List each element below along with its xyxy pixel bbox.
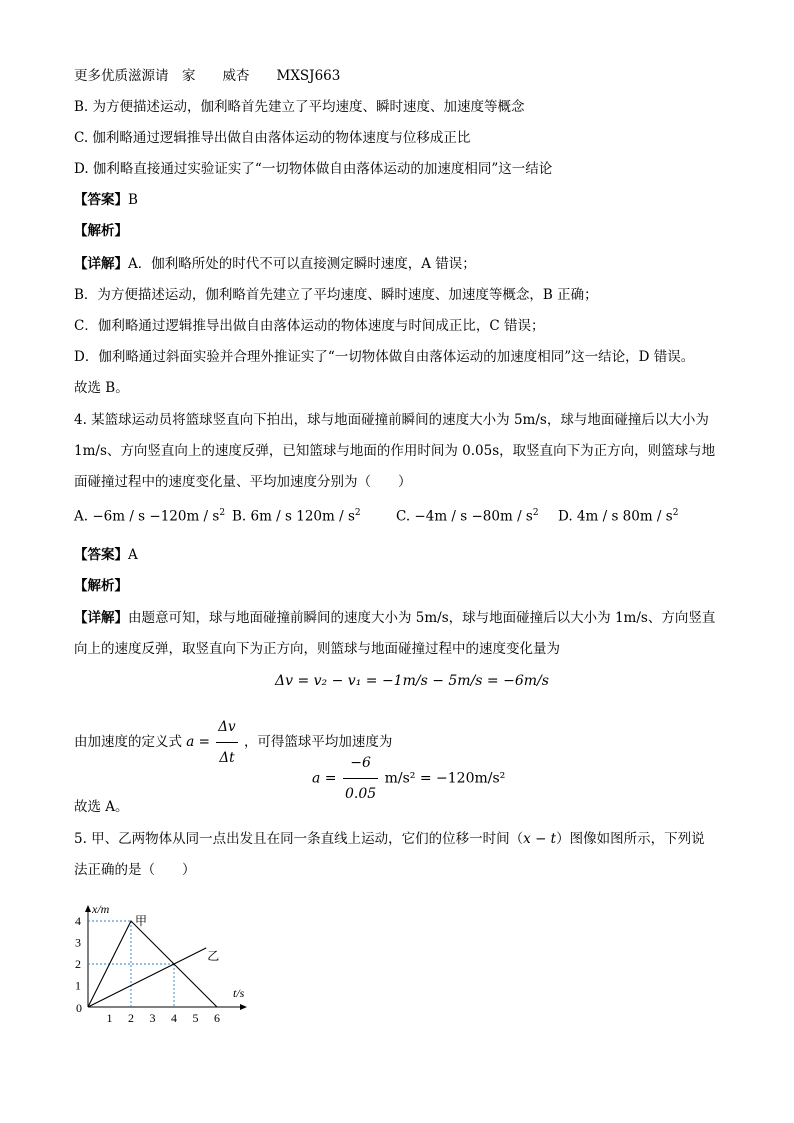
answer-value: B — [128, 192, 138, 208]
series-line-yi — [88, 948, 206, 1007]
q4-option-d: D. 4m / s $80m / s^2$ — [558, 508, 679, 525]
q4-detail-2: 向上的速度反弹，取竖直向下为正方向，则篮球与地面碰撞过程中的速度变化量为 — [74, 641, 560, 657]
q4-analysis-tag: 【解析】 — [74, 578, 128, 594]
q4-option-c: C. $-4m / s -80m / s^2$ — [396, 508, 539, 525]
q3-answer — [74, 190, 138, 210]
q3-detail-c: C．伽利略通过逻辑推导出做自由落体运动的物体速度与时间成正比，C 错误； — [74, 318, 545, 334]
detail-tag: 【详解】 — [74, 256, 128, 272]
q3-analysis-tag: 【解析】 — [74, 223, 128, 239]
q4-conclusion: 故选 A。 — [74, 799, 129, 815]
x-axis-arrow — [240, 1004, 247, 1010]
x-tick-label: 4 — [171, 1011, 177, 1025]
q3-option-d: D. 伽利略直接通过实验证实了“一切物体做自由落体运动的加速度相同”这一结论 — [74, 161, 553, 177]
q4-stem-1: 4. 某篮球运动员将篮球竖直向下拍出，球与地面碰撞前瞬间的速度大小为 5m/s，球与地面碰撞后以大小为 — [74, 412, 709, 428]
x-tick-label: 2 — [128, 1011, 134, 1025]
equation-delta-v: Δv = v₂ − v₁ = −1m/s − 5m/s = −6m/s — [275, 673, 549, 689]
xt-graph — [66, 890, 266, 1030]
series-label-yi: 乙 — [207, 948, 220, 963]
q5-stem-1: 5. 甲、乙两物体从同一点出发且在同一条直线上运动，它们的位移一时间（x − t）图像如图所示，下列说 — [74, 831, 705, 847]
q3-conclusion: 故选 B。 — [74, 380, 129, 396]
x-axis-label: t/s — [233, 986, 245, 1000]
y-tick-label: 1 — [75, 978, 81, 993]
x-tick-label: 6 — [214, 1011, 220, 1025]
answer-tag: 【答案】 — [74, 192, 128, 208]
q4-stem-2: 1m/s、方向竖直向上的速度反弹，已知篮球与地面的作用时间为 0.05s，取竖直向下为正方向，则篮球与地 — [74, 443, 716, 459]
q3-option-b: B. 为方便描述运动，伽利略首先建立了平均速度、瞬时速度、加速度等概念 — [74, 99, 525, 115]
y-tick-label: 2 — [75, 957, 81, 971]
q4-option-b: B. 6m / s $120m / s^2$ — [232, 508, 361, 525]
x-tick-label: 5 — [192, 1011, 199, 1025]
x-tick-label: 1 — [106, 1011, 113, 1025]
fraction-dv-dt: $\frac{\Delta v}{\Delta t}$ — [216, 712, 237, 773]
q3-option-c: C. 伽利略通过逻辑推导出做自由落体运动的物体速度与位移成正比 — [74, 130, 471, 146]
y-axis-label: x/m — [92, 902, 110, 916]
y-tick-label: 3 — [75, 935, 81, 950]
y-tick-label: 4 — [75, 914, 81, 928]
q4-answer: 【答案】A — [74, 547, 138, 563]
series-label-jia: 甲 — [135, 914, 148, 928]
q3-detail-a: 【详解】A．伽利略所处的时代不可以直接测定瞬时速度，A 错误； — [74, 256, 476, 272]
header-watermark-line: 更多优质滋源请 家 威杏 MXSJ663 — [74, 68, 341, 84]
y-axis-arrow — [85, 905, 91, 912]
equation-acceleration: a = $\frac{-6}{0.05}$ m/s² = −120m/s² — [312, 748, 505, 809]
q4-detail-1: 【详解】由题意可知，球与地面碰撞前瞬间的速度大小为 5m/s，球与地面碰撞后以大小为 1m/s、方向竖直 — [74, 610, 716, 626]
q5-stem-2: 法正确的是（ ） — [74, 862, 196, 878]
origin-label: 0 — [76, 1001, 82, 1015]
x-tick-label: 3 — [149, 1011, 156, 1025]
q4-option-a: A. $-6m / s -120m / s^2$ — [74, 508, 226, 525]
q4-acceleration-definition: 由加速度的定义式 a = $\frac{\Delta v}{\Delta t}$ ，可得篮球平均加速度为 — [74, 712, 392, 773]
q3-detail-d: D．伽利略通过斜面实验并合理外推证实了“一切物体做自由落体运动的加速度相同”这一结论，D 错误。 — [74, 349, 695, 365]
q3-detail-b: B．为方便描述运动，伽利略首先建立了平均速度、瞬时速度、加速度等概念，B 正确； — [74, 287, 598, 303]
q4-stem-3: 面碰撞过程中的速度变化量、平均加速度分别为（ ） — [74, 474, 412, 490]
